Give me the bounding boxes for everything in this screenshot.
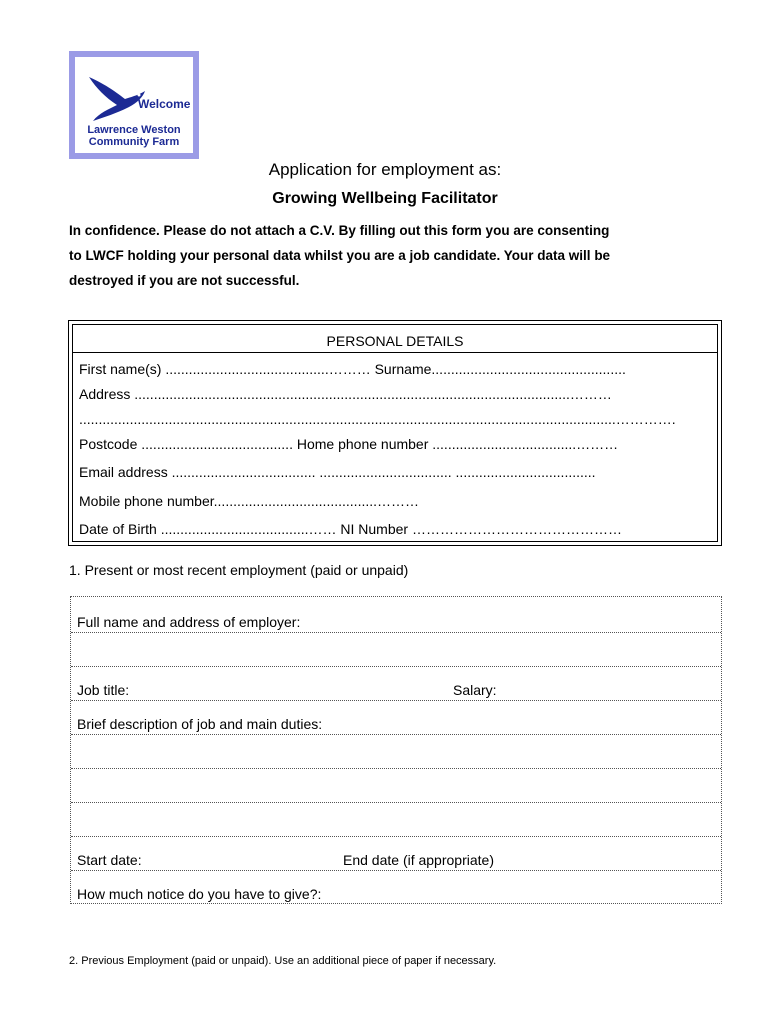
personal-details-title: PERSONAL DETAILS: [326, 333, 464, 349]
intro-line-3: destroyed if you are not successful.: [69, 273, 300, 288]
logo-org-name: [75, 124, 193, 148]
section2-heading: 2. Previous Employment (paid or unpaid). Use an additional piece of paper if necessary.: [69, 955, 497, 967]
logo-org-line1: Lawrence Weston: [87, 124, 181, 136]
salary-label: Salary:: [453, 682, 497, 698]
employer-row[interactable]: [71, 597, 721, 633]
postcode-home-phone-field[interactable]: Postcode ....................................... Home phone number .....................................………: [79, 436, 619, 452]
intro-line-1: In confidence. Please do not attach a C.V. By filling out this form you are consenting: [69, 223, 610, 238]
role-title: Growing Wellbeing Facilitator: [272, 190, 498, 207]
employer-blank-row[interactable]: [71, 633, 721, 667]
duties-label: Brief description of job and main duties:: [77, 716, 323, 732]
logo-welcome: Welcome: [138, 97, 191, 111]
email-field[interactable]: Email address ..................................... .................................. ....................................: [79, 464, 596, 480]
notice-label: How much notice do you have to give?:: [77, 886, 322, 902]
end-date-label: End date (if appropriate): [343, 852, 494, 868]
job-title-row[interactable]: [71, 667, 721, 701]
notice-row[interactable]: [71, 871, 721, 904]
application-for-heading: Application for employment as:: [268, 160, 502, 179]
job-title-label: Job title:: [77, 682, 130, 698]
intro-paragraph: [69, 218, 719, 293]
intro-line-2: to LWCF holding your personal data whilst you are a job candidate. Your data will be: [69, 248, 611, 263]
mobile-phone-field[interactable]: Mobile phone number..........................................………: [79, 493, 420, 509]
employer-label: Full name and address of employer:: [77, 614, 301, 630]
first-name-surname-field[interactable]: First name(s) ..........................................……… Surname..................................................: [79, 361, 626, 377]
address-field[interactable]: Address ................................................................................................................………: [79, 386, 612, 402]
duties-blank-row-3[interactable]: [71, 803, 721, 837]
personal-details-box: [68, 320, 722, 546]
duties-blank-row-1[interactable]: [71, 735, 721, 769]
duties-blank-row-2[interactable]: [71, 769, 721, 803]
dates-row[interactable]: [71, 837, 721, 871]
logo: [69, 51, 199, 159]
logo-org-line2: Community Farm: [88, 136, 180, 148]
start-date-label: Start date:: [77, 852, 142, 868]
address-field-line2[interactable]: ..........................................................................................................................................………….: [79, 411, 676, 427]
personal-details-inner: [72, 324, 718, 542]
dob-ni-field[interactable]: Date of Birth ......................................…… NI Number ………………………………………: [79, 521, 622, 537]
personal-details-divider: [73, 352, 717, 353]
employment-table: [70, 596, 722, 904]
section1-heading: 1. Present or most recent employment (paid or unpaid): [69, 562, 409, 578]
duties-row[interactable]: [71, 701, 721, 735]
